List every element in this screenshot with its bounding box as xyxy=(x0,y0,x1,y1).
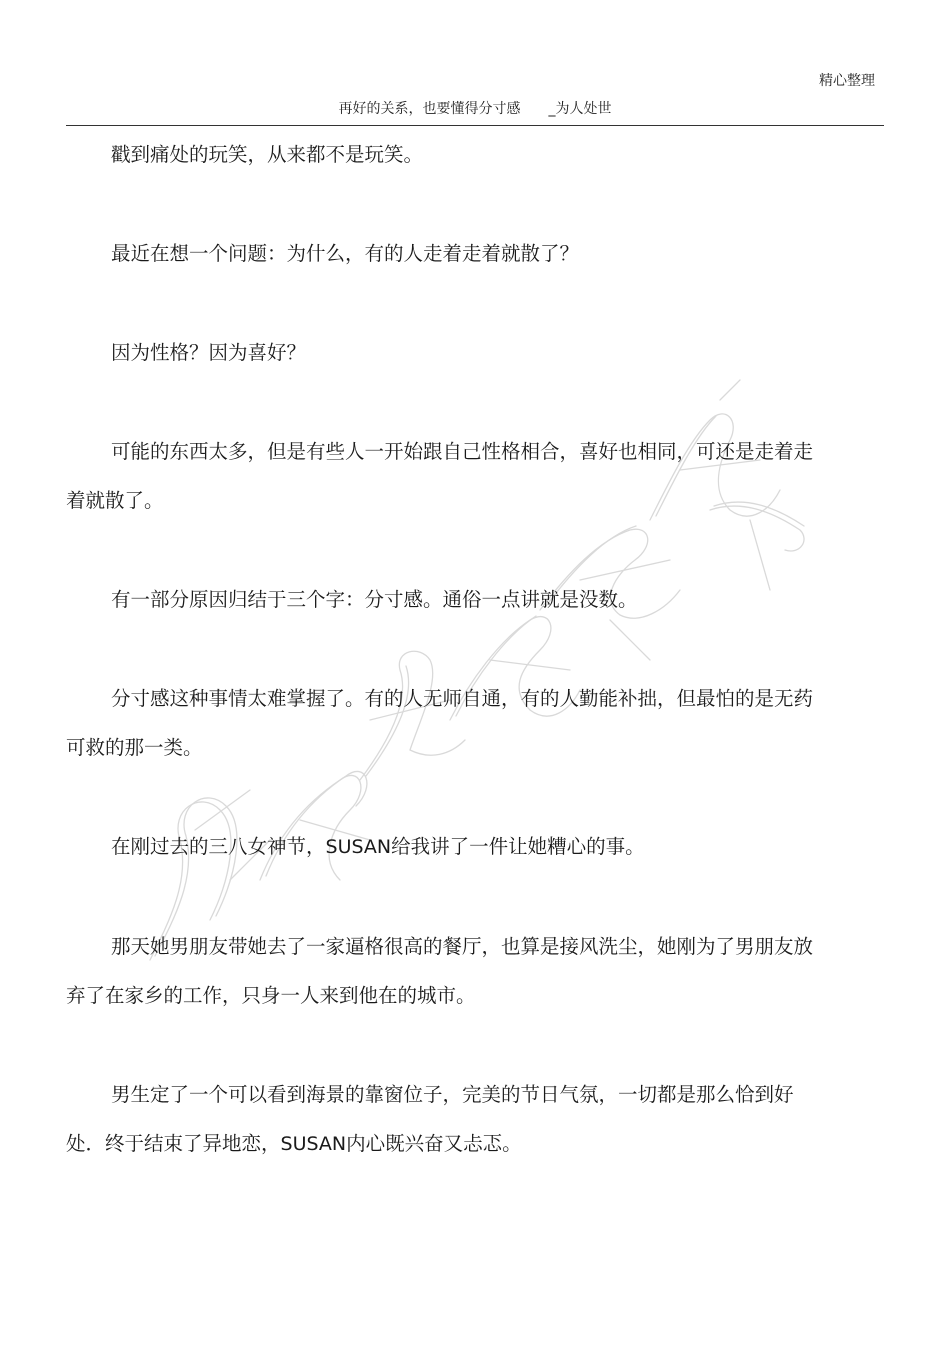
header-category: _为人处世 xyxy=(548,101,612,117)
paragraph-9-before: 男生定了一个可以看到海景的靠窗位子，完美的节日气氛，一切都是那么恰到好处．终于结束了异地恋， xyxy=(66,1083,794,1155)
paragraph-4: 可能的东西太多，但是有些人一开始跟自己性格相合，喜好也相同，可还是走着走着就散了。 xyxy=(66,440,814,512)
corner-label: 精心整理 xyxy=(819,73,875,89)
paragraph-5: 有一部分原因归结于三个字：分寸感。通俗一点讲就是没数。 xyxy=(111,588,638,611)
paragraph-8: 那天她男朋友带她去了一家逼格很高的餐厅，也算是接风洗尘，她刚为了男朋友放弃了在家乡的工作，只身一人来到他在的城市。 xyxy=(66,935,814,1007)
document-header xyxy=(0,98,950,118)
paragraph-2: 最近在想一个问题：为什么，有的人走着走着就散了？ xyxy=(111,242,580,265)
paragraph-9-name: SUSAN xyxy=(280,1133,347,1155)
paragraph-9-after: 内心既兴奋又忐忑。 xyxy=(346,1132,522,1155)
paragraph-7 xyxy=(66,822,826,872)
paragraph-3: 因为性格？因为喜好？ xyxy=(111,341,307,364)
paragraph-7-before: 在刚过去的三八女神节， xyxy=(111,835,326,858)
paragraph-9 xyxy=(66,1070,826,1169)
paragraph-7-name: SUSAN xyxy=(325,836,392,858)
document-body xyxy=(66,130,826,1219)
paragraph-7-after: 给我讲了一件让她糟心的事。 xyxy=(391,835,645,858)
header-rule xyxy=(66,125,884,126)
paragraph-1: 戳到痛处的玩笑，从来都不是玩笑。 xyxy=(111,143,424,166)
paragraph-6: 分寸感这种事情太难掌握了。有的人无师自通，有的人勤能补拙，但最怕的是无药可救的那一类。 xyxy=(66,687,814,759)
header-title: 再好的关系，也要懂得分寸感 xyxy=(338,101,521,117)
